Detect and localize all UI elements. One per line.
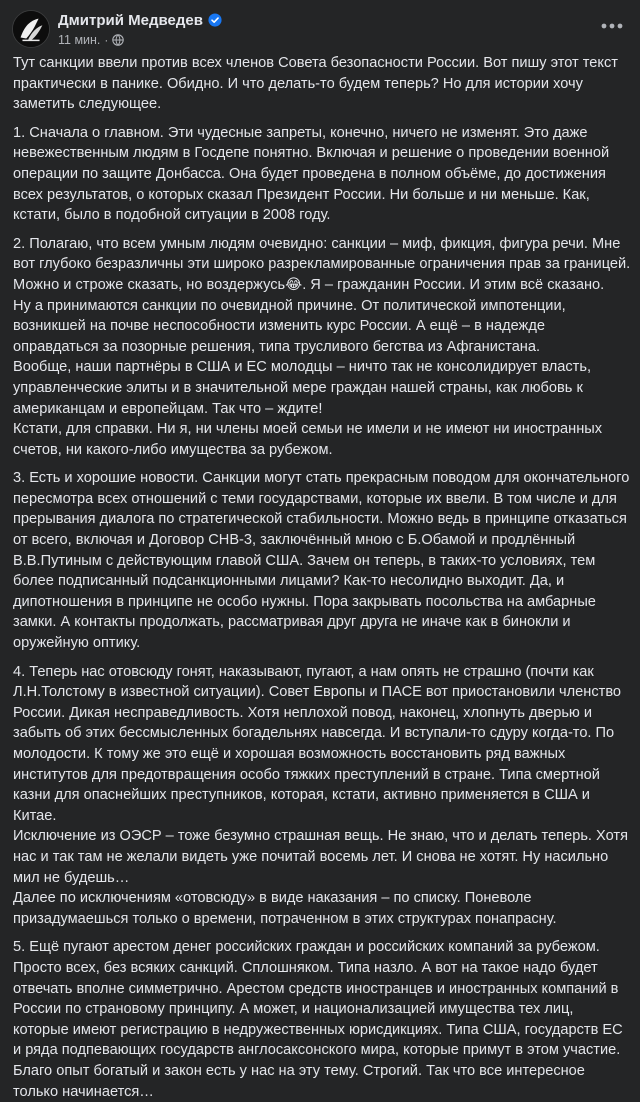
author-row — [58, 10, 222, 30]
meta-separator: · — [104, 33, 109, 47]
avatar-image — [13, 11, 49, 47]
avatar[interactable] — [12, 10, 50, 48]
post-meta — [58, 32, 124, 48]
post-paragraph-2: 2. Полагаю, что всем умным людям очевидно: санкции – миф, фикция, фигура речи. Мне вот глубоко безразличны эти широко разрекламированные ограничения прав за границей. Можно и строже сказать, но воздержусь😂. Я – гражданин России. И этим всё сказано. Ну а принимаются санкции по очевидной причине. От политической импотенции, возникшей на почве неспособности изменить курс России. А ещё – в надежде оправдаться за позорные решения, типа трусливого бегства из Афганистана. Вообще, наши партнёры в США и ЕС молодцы – ничто так не консолидирует власть, управленческие элиты и в значительной мере граждан нашей страны, как любовь к американцам и европейцам. Так что – ждите! Кстати, для справки. Ни я, ни члены моей семьи не имели и не имеют ни иностранных счетов, ни какого-либо имущества за рубежом. — [13, 235, 631, 458]
post-paragraph-1: 1. Сначала о главном. Эти чудесные запреты, конечно, ничего не изменят. Это даже невежественным людям в Госдепе понятно. Включая и решение о проведении военной операции по защите Донбасса. Она будет проведена в полном объёме, до достижения всех результатов, о которых сказал Президент России. Ни больше и ни меньше. Как, кстати, было в подобной ситуации в 2008 году. — [13, 124, 610, 224]
more-options-icon — [601, 23, 623, 29]
post-timestamp[interactable]: 11 мин. — [58, 33, 101, 47]
globe-icon[interactable] — [112, 34, 124, 46]
post-paragraph-intro: Тут санкции ввели против всех членов Совета безопасности России. Вот пишу этот текст практически в панике. Обидно. И что делать-то будем теперь? Но для истории хочу заметить следующее. — [13, 55, 618, 113]
verified-badge-icon — [208, 13, 222, 27]
more-options-button[interactable] — [594, 12, 630, 40]
author-name[interactable]: Дмитрий Медведев — [58, 11, 203, 29]
post-header — [0, 0, 640, 52]
post-text — [13, 53, 631, 1102]
post-paragraph-3: 3. Есть и хорошие новости. Санкции могут стать прекрасным поводом для окончательного пересмотра всех отношений с теми государствами, которые их ввели. В том числе и для прерывания диалога по стратегической стабильности. Можно ведь в принципе отказаться от всего, включая и Договор СНВ-3, заключённый мною с Б.Обамой и продлённый В.В.Путиным с действующим главой США. Зачем он теперь, в таких-то условиях, тем более подписанный подсанкционными лицами? Как-то несолидно выходит. Да, и дипотношения в принципе не особо нужны. Пора закрывать посольства на амбарные замки. А контакты продолжать, рассматривая друг друга не иначе как в бинокли и оружейную оптику. — [13, 470, 630, 652]
post-paragraph-5: 5. Ещё пугают арестом денег российских граждан и российских компаний за рубежом. Просто всех, без всяких санкций. Сплошняком. Типа назло. А вот на такое надо будет отвечать вполне симметрично. Арестом средств иностранцев и иностранных компаний в России по страновому принципу. А может, и национализацией имущества тех лиц, которые имеют регистрацию в недружественных юрисдикциях. Типа США, государств ЕС и ряда подпевающих государств англосаксонского мира, которые примут в этом участие. Благо опыт богатый и закон есть у нас на эту тему. Строгий. Так что все интересное только начинается… — [13, 939, 623, 1100]
post-paragraph-4: 4. Теперь нас отовсюду гонят, наказывают, пугают, а нам опять не страшно (почти как Л.Н.Толстому в известной ситуации). Совет Европы и ПАСЕ вот приостановили членство России. Дикая несправедливость. Хотя неплохой повод, наконец, хлопнуть дверью и забыть об этих бессмысленных богадельнях навсегда. И вступали-то сдуру когда-то. По молодости. К тому же это ещё и хорошая возможность восстановить ряд важных институтов для предотвращения особо тяжких преступлений в стране. Типа смертной казни для опаснейших преступников, которая, кстати, активно применяется в США и Китае. Исключение из ОЭСР – тоже безумно страшная вещь. Не знаю, что и делать теперь. Хотя нас и так там не желали видеть уже почитай восемь лет. И снова не хотят. Ну насильно мил не будешь… Далее по исключениям «отовсюду» в виде наказания – по списку. Поневоле призадумаешься только о времени, потраченном в этих структурах понапрасну. — [13, 663, 628, 927]
